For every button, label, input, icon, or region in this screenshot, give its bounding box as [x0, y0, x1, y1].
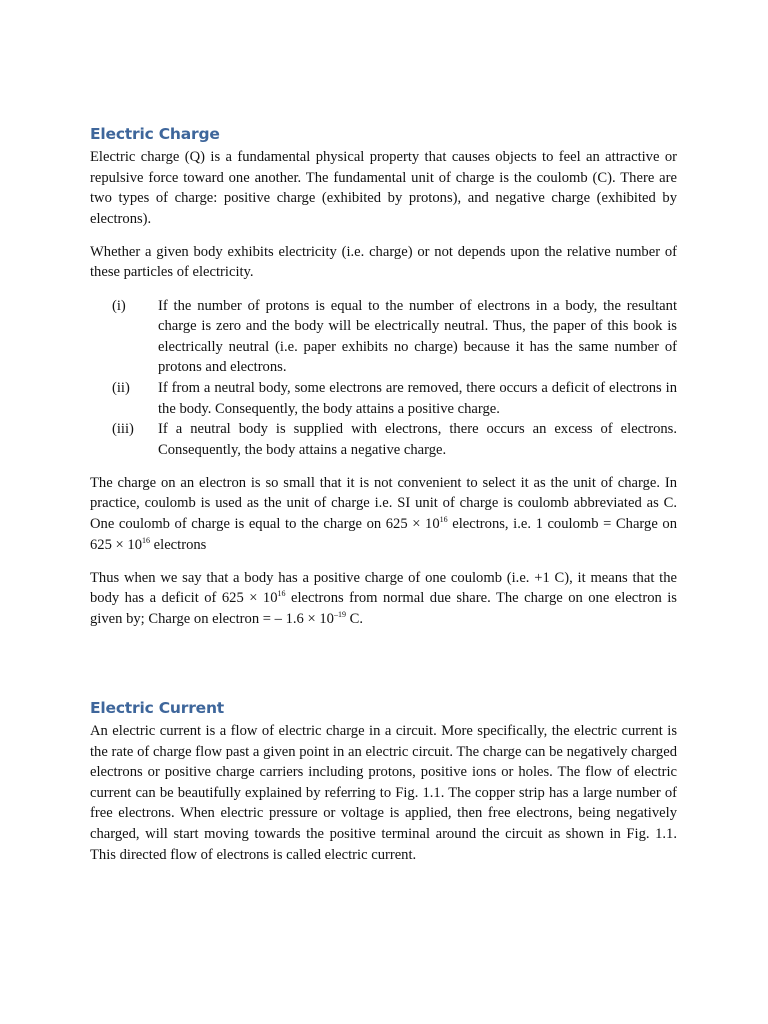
text-run: electrons, i.e. 1 coulomb = Charge on 625 × 10 — [90, 516, 677, 553]
section-heading-electric-current: Electric Current — [90, 699, 225, 717]
list-item-text: If a neutral body is supplied with electrons, there occurs an excess of electrons. Consequently, the body attains a negative charge. — [158, 421, 677, 458]
text-run: Thus when we say that a body has a positive charge of one coulomb (i.e. +1 C), it means that the body has a deficit of 625 × 10 — [90, 569, 677, 607]
text-run: The charge on an electron is so small that it is not convenient to select it as the unit of charge. In practice, coulomb is used as the unit of charge i.e. SI unit of charge is coulomb abbreviated as C. One coulomb of charge is equal to the charge on 625 × 10 — [90, 474, 677, 532]
superscript: –19 — [333, 609, 346, 619]
section-electric-charge — [90, 147, 677, 642]
paragraph-coulomb-unit — [90, 473, 677, 555]
text-run: electrons from normal due share. The charge on one electron is given by; Charge on electron = – 1.6 × 10 — [90, 590, 677, 627]
paragraph-definition: Electric charge (Q) is a fundamental physical property that causes objects to feel an attractive or repulsive force toward one another. The fundamental unit of charge is the coulomb (C). There are two types of charge: positive charge (exhibited by protons), and negative charge (exhibited by electrons). — [90, 149, 677, 227]
section-electric-current — [90, 721, 677, 878]
text-run: C. — [345, 610, 363, 627]
superscript: 16 — [142, 535, 151, 545]
list-item — [90, 419, 677, 460]
paragraph-electron-charge — [90, 568, 677, 630]
text-run: electrons — [150, 536, 207, 553]
list-item-text: If from a neutral body, some electrons are removed, there occurs a deficit of electrons in the body. Consequently, the body attains a positive charge. — [158, 379, 677, 417]
list-item-text: If the number of protons is equal to the number of electrons in a body, the resultant charge is zero and the body will be electrically neutral. Thus, the paper of this book is electrically neutral (i.e. paper exhibits no charge) because it has the same number of protons and electrons. — [158, 297, 677, 376]
list-item — [90, 378, 677, 419]
superscript: 16 — [277, 589, 286, 599]
paragraph-electric-current: An electric current is a flow of electric charge in a circuit. More specifically, the electric current is the rate of charge flow past a given point in an electric circuit. The charge can be negatively charged electrons or positive charge carriers including protons, positive ions or holes. The flow of electric current can be beautifully explained by referring to Fig. 1.1. The copper strip has a large number of free electrons. When electric pressure or voltage is applied, then free electrons, being negatively charged, will start moving towards the positive terminal around the circuit as shown in Fig. 1.1. This directed flow of electrons is called electric current. — [90, 723, 677, 863]
paragraph-relative-number: Whether a given body exhibits electricity (i.e. charge) or not depends upon the relative number of these particles of electricity. — [90, 243, 677, 281]
superscript: 16 — [439, 515, 448, 524]
charge-cases-list — [90, 296, 677, 461]
section-heading-electric-charge: Electric Charge — [90, 125, 220, 143]
list-item-number: (iii) — [112, 421, 134, 438]
list-item-number: (ii) — [112, 379, 130, 396]
list-item-number: (i) — [112, 297, 126, 314]
list-item — [90, 296, 677, 378]
